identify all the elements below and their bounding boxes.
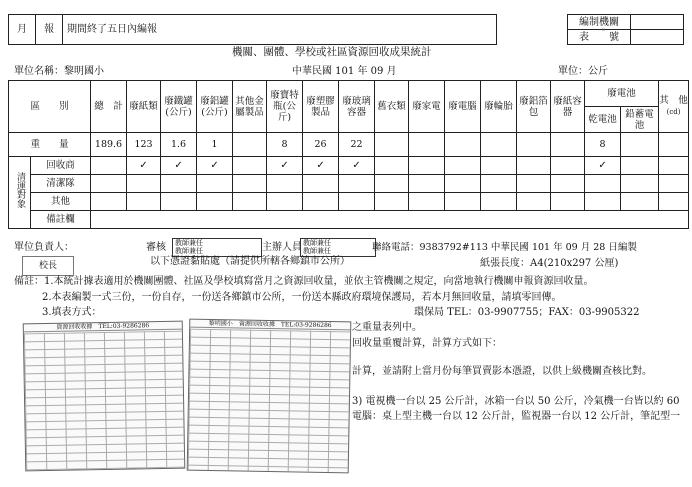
handler-stamp: 教師兼任 教師兼任 bbox=[300, 238, 376, 257]
weight-pet: 8 bbox=[267, 133, 303, 157]
check-iron-can: ✓ bbox=[161, 157, 197, 175]
deadline-cell: 期間終了五日內編報 bbox=[63, 15, 497, 45]
check-al-can: ✓ bbox=[197, 157, 233, 175]
reviewer-stamp: 教師兼任 教師兼任 bbox=[172, 238, 262, 257]
row-recycler: 回收商 bbox=[31, 157, 91, 175]
stats-table bbox=[8, 80, 689, 229]
note-2: 2.本表編製一式三份，一份自存，一份送各鄉鎮市公所，一份送本縣政府環境保護局，若本月無回收量，請填零回傳。 bbox=[42, 292, 562, 303]
note-3-tail: 環保局 TEL：03-9907755；FAX：03-9905322 bbox=[414, 307, 640, 318]
check-paper: ✓ bbox=[127, 157, 161, 175]
row-other: 其他 bbox=[31, 193, 91, 211]
weight-paper: 123 bbox=[127, 133, 161, 157]
weight-row bbox=[9, 133, 689, 157]
col-lead-battery: 鉛蓄電池 bbox=[621, 107, 659, 133]
receipt-scan-1: 資源回收收據 TEL:03-9286286 bbox=[23, 321, 186, 472]
weight-al-can: 1 bbox=[197, 133, 233, 157]
row-cleaning: 清潔隊 bbox=[31, 175, 91, 193]
weight-glass: 22 bbox=[339, 133, 375, 157]
col-al-can: 廢鋁罐(公斤) bbox=[197, 81, 233, 133]
note-3: 3.填表方式： bbox=[42, 307, 102, 318]
col-pet: 廢寶特瓶(公斤) bbox=[267, 81, 303, 133]
note-4: 之重量表列中。 bbox=[352, 322, 422, 333]
report-cell: 報 bbox=[36, 15, 63, 45]
col-region: 區 別 bbox=[9, 81, 91, 133]
principal-seal: 校長 bbox=[22, 256, 74, 276]
col-foil-pack: 廢鋁箔包 bbox=[517, 81, 551, 133]
receipt-scan-2: 黎明國小 資源回收收據 TEL:03-9286286 bbox=[187, 319, 352, 474]
handler-label: 主辦人員 bbox=[262, 242, 302, 253]
other-row bbox=[9, 193, 689, 211]
weight-label: 重 量 bbox=[9, 133, 91, 157]
col-tire: 廢輪胎 bbox=[481, 81, 517, 133]
note-8: 電腦：桌上型主機一台以 12 公斤計，監視器一台以 12 公斤計，筆記型一 bbox=[352, 411, 681, 422]
weight-plastic: 26 bbox=[303, 133, 339, 157]
form-no-value bbox=[631, 30, 684, 45]
weight-dry-cell: 8 bbox=[585, 133, 621, 157]
col-iron-can: 廢鐵罐(公斤) bbox=[161, 81, 197, 133]
note-5: 回收量重覆計算，計算方式如下： bbox=[352, 338, 502, 349]
note-7: 3) 電視機一台以 25 公斤計，冰箱一台以 50 公斤，冷氣機一台皆以約 60 bbox=[352, 396, 680, 407]
remark-row bbox=[9, 211, 689, 229]
weight-iron-can: 1.6 bbox=[161, 133, 197, 157]
col-other-metal: 其他金屬製品 bbox=[233, 81, 267, 133]
filler-label: 單位負責人： bbox=[14, 242, 74, 253]
side-label: 清運對象 bbox=[9, 157, 31, 229]
unit-measure: 單位：公斤 bbox=[558, 66, 608, 77]
col-battery: 廢電池 bbox=[585, 81, 659, 107]
col-glass: 廢玻璃容器 bbox=[339, 81, 375, 133]
check-plastic: ✓ bbox=[303, 157, 339, 175]
col-plastic: 廢塑膠製品 bbox=[303, 81, 339, 133]
row-remark: 備註欄 bbox=[31, 211, 91, 229]
check-dry-cell: ✓ bbox=[585, 157, 621, 175]
report-period: 中華民國 101 年 09 月 bbox=[292, 66, 397, 77]
unit-name: 單位名稱：黎明國小 bbox=[14, 66, 104, 77]
check-pet: ✓ bbox=[267, 157, 303, 175]
form-title: 機關、團體、學校或社區資源回收成果統計 bbox=[232, 46, 432, 58]
note-1: 備註：1.本統計據表適用於機關團體、社區及學校填寫當月之資源回收量，並依主管機關之規定，向當地執行機關申報資源回收量。 bbox=[14, 276, 594, 287]
col-clothes: 舊衣類 bbox=[375, 81, 409, 133]
col-container: 廢紙容器 bbox=[551, 81, 585, 133]
receipt-note: 以下憑證黏貼處（請提供所轄各鄉鎮市公所） bbox=[150, 256, 350, 267]
weight-total: 189.6 bbox=[91, 133, 127, 157]
col-dry-cell: 乾電池 bbox=[585, 107, 621, 133]
check-glass: ✓ bbox=[339, 157, 375, 175]
contact-phone: 聯絡電話：9383792#113 中華民國 101 年 09 月 28 日編製 bbox=[372, 242, 637, 253]
top-bar bbox=[8, 14, 684, 45]
reviewer-label: 審核 bbox=[146, 242, 166, 253]
paper-size: 紙張長度：A4(210x297 公厘) bbox=[480, 258, 619, 269]
form-no-label: 表 號 bbox=[568, 30, 631, 45]
org-label: 編制機關 bbox=[568, 15, 631, 30]
col-appliance: 廢家電 bbox=[409, 81, 445, 133]
col-paper: 廢紙類 bbox=[127, 81, 161, 133]
col-computer: 廢電腦 bbox=[445, 81, 481, 133]
month-cell: 月 bbox=[9, 15, 36, 45]
cleaning-row bbox=[9, 175, 689, 193]
note-6: 計算，並請附上當月份每筆買賣影本憑證，以供上級機關查核比對。 bbox=[352, 366, 652, 377]
col-total: 總 計 bbox=[91, 81, 127, 133]
org-value bbox=[631, 15, 684, 30]
col-other: 其 他 (cd) bbox=[659, 81, 689, 133]
recycler-row bbox=[9, 157, 689, 175]
